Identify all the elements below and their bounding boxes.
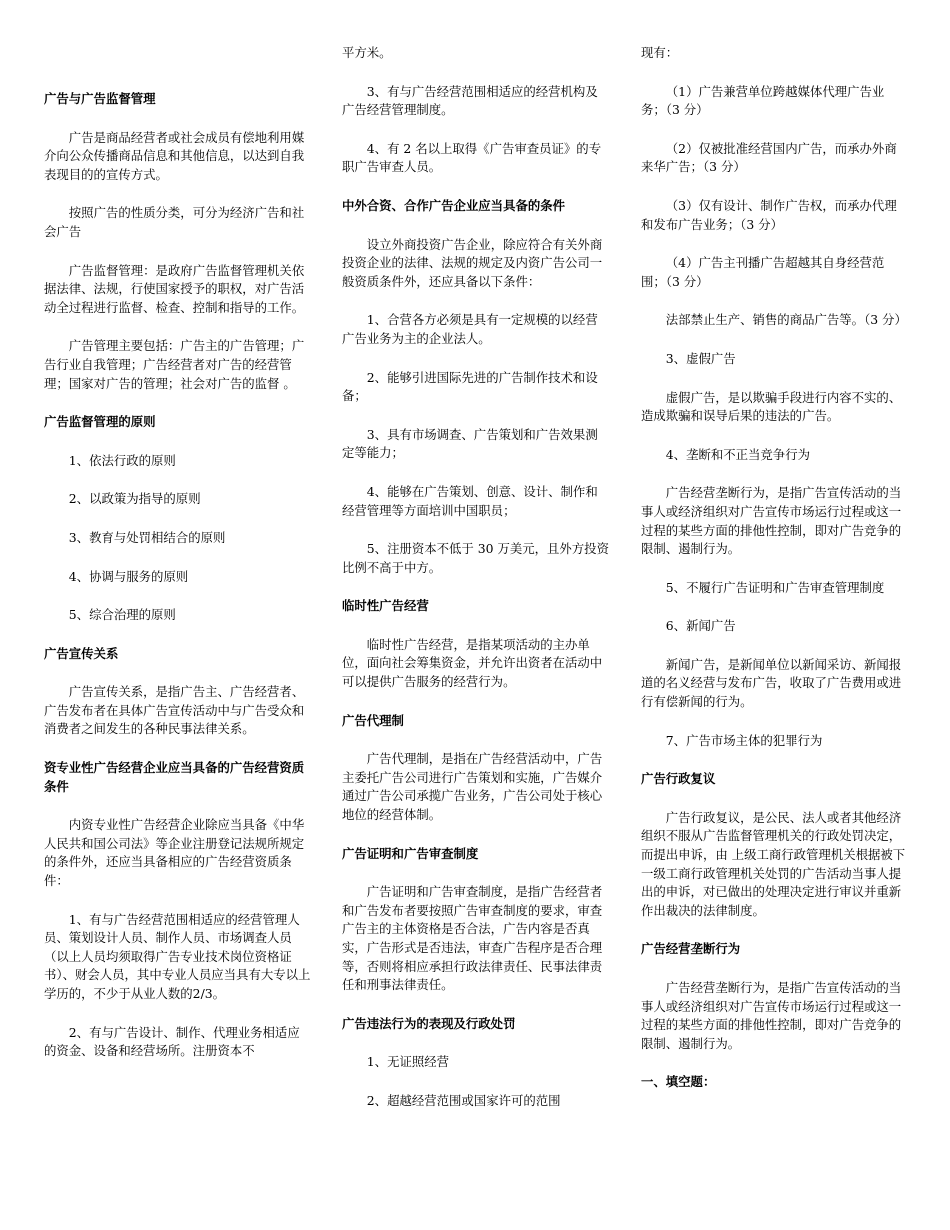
paragraph-sub-item-1: （1）广告兼营单位跨越媒体代理广告业务；（3 分）	[641, 83, 885, 118]
paragraph-monopoly-title: 4、垄断和不正当竞争行为	[665, 446, 810, 462]
paragraph-foreign-condition-2: 2、能够引进国际先进的广告制作技术和设备；	[342, 369, 598, 404]
paragraph-foreign-condition-1: 1、合营各方必须是具有一定规模的以经营广告业务为主的企业法人。	[342, 312, 598, 346]
paragraph-illegal-act-2: 2、超越经营范围或国家许可的范围	[366, 1092, 561, 1108]
paragraph-ad-classification: 按照广告的性质分类，可分为经济广告和社会广告	[44, 205, 305, 239]
heading-domestic-conditions: 资专业性广告经营企业应当具备的广告经营资质条件	[44, 760, 305, 794]
paragraph-continuation: 现有：	[641, 45, 679, 60]
paragraph-continuation: 平方米。	[342, 45, 392, 60]
list-item-principle: 1、依法行政的原则	[68, 452, 176, 468]
paragraph-illegal-act-1: 1、无证照经营	[366, 1054, 450, 1070]
paragraph-certification-system: 广告证明和广告审查制度，是指广告经营者和广告发布者要按照广告审查制度的要求，审查广告主的主体资格是否合法，广告内容是否真实，广告形式是否违法，审查广告程序是否合理等，否则将相应承担行政法律责任、民事法律责任和刑事法律责任。	[342, 884, 603, 993]
paragraph-domestic-intro: 内资专业性广告经营企业除应当具备《中华人民共和国公司法》等企业注册登记法规所规定的条件外，还应当具备相应的广告经营资质条件：	[44, 817, 305, 889]
heading-relations: 广告宣传关系	[44, 645, 119, 661]
paragraph-foreign-condition-4: 4、能够在广告策划、创意、设计、制作和经营管理等方面培训中国职员；	[342, 483, 598, 518]
paragraph-foreign-condition-5: 5、注册资本不低于 30 万美元，且外方投资比例不高于中方。	[342, 541, 609, 575]
paragraph-foreign-intro: 设立外商投资广告企业，除应符合有关外商投资企业的法律、法规的规定及内资广告公司一般资质条件外，还应具备以下条件：	[342, 236, 603, 289]
column-right	[641, 44, 909, 1092]
paragraph-temporary-business: 临时性广告经营，是指某项活动的主办单位，面向社会筹集资金，并允许出资者在活动中可以提供广告服务的经营行为。	[342, 636, 603, 690]
paragraph-domestic-condition-1: 1、有与广告经营范围相适应的经营管理人员、策划设计人员、制作人员、市场调查人员（以上人员均须取得广告专业技术岗位资格证书）、财会人员，其中专业人员应当具有大专以上学历的，不少于从业人数的2/3。	[44, 911, 311, 1001]
heading-fill-in-blanks: 一、填空题：	[641, 1074, 716, 1090]
paragraph-monopoly-definition: 广告经营垄断行为，是指广告宣传活动的当事人或经济组织对广告宣传市场运行过程或这一过程的某些方面的排他性控制，即对广告竞争的限制、遏制行为。	[641, 485, 902, 557]
heading-principles: 广告监督管理的原则	[44, 414, 156, 430]
paragraph-nonperformance-title: 5、不履行广告证明和广告审查管理制度	[665, 579, 885, 595]
paragraph-supervision-definition: 广告监督管理：是政府广告监督管理机关依据法律、法规，行使国家授予的职权，对广告活动全过程进行监督、检查、控制和指导的工作。	[44, 262, 305, 315]
paragraph-false-ad-title: 3、虚假广告	[665, 350, 736, 366]
heading-agency-system: 广告代理制	[342, 712, 404, 728]
paragraph-agency-system: 广告代理制，是指在广告经营活动中，广告主委托广告公司进行广告策划和实施，广告媒介通过广告公司承揽广告业务，广告公司处于核心地位的经营体制。	[342, 751, 603, 823]
paragraph-ad-definition: 广告是商品经营者或社会成员有偿地利用媒介向公众传播商品信息和其他信息，以达到自我表现目的的宣传方式。	[44, 129, 305, 182]
heading-ad-supervision: 广告与广告监督管理	[44, 91, 156, 106]
paragraph-management-content: 广告管理主要包括：广告主的广告管理；广告行业自我管理；广告经营者对广告的经营管理；国家对广告的管理；社会对广告的监督 。	[44, 338, 305, 391]
paragraph-administrative-review: 广告行政复议，是公民、法人或者其他经济组织不服从广告监督管理机关的行政处罚决定，而提出申诉，由 上级工商行政管理机关根据被下一级工商行政管理机关处罚的广告活动当事人提出的申诉，对已做出的处理决定进行审议并重新作出裁决的法律制度。	[641, 809, 906, 918]
heading-administrative-review: 广告行政复议	[641, 771, 716, 787]
paragraph-domestic-condition-2: 2、有与广告设计、制作、代理业务相适应的资金、设备和经营场所。注册资本不	[44, 1024, 300, 1059]
paragraph-monopoly-behavior: 广告经营垄断行为，是指广告宣传活动的当事人或经济组织对广告宣传市场运行过程或这一过程的某些方面的排他性控制，即对广告竞争的限制、遏制行为。	[641, 980, 902, 1051]
paragraph-sub-item-2: （2）仅被批准经营国内广告，而承办外商来华广告；（3 分）	[641, 140, 897, 175]
heading-temporary-business: 临时性广告经营	[342, 598, 429, 614]
column-left	[44, 90, 312, 1061]
heading-illegal-acts: 广告违法行为的表现及行政处罚	[342, 1015, 516, 1031]
paragraph-domestic-condition-4: 4、有 2 名以上取得《广告审查员证》的专职广告审查人员。	[342, 140, 602, 175]
paragraph-crime-title: 7、广告市场主体的犯罪行为	[665, 732, 823, 748]
paragraph-sub-item-3: （3）仅有设计、制作广告权，而承办代理和发布广告业务；（3 分）	[641, 197, 897, 232]
paragraph-banned-products: 法部禁止生产、销售的商品广告等。（3 分）	[665, 312, 907, 328]
paragraph-relations: 广告宣传关系，是指广告主、广告经营者、广告发布者在具体广告宣传活动中与广告受众和消费者之间发生的各种民事法律关系。	[44, 684, 305, 737]
paragraph-news-ad-title: 6、新闻广告	[665, 618, 736, 634]
paragraph-news-ad-definition: 新闻广告，是新闻单位以新闻采访、新闻报道的名义经营与发布广告，收取了广告费用或进行有偿新闻的行为。	[641, 656, 902, 710]
column-middle	[342, 44, 610, 1111]
paragraph-domestic-condition-3: 3、有与广告经营范围相适应的经营机构及广告经营管理制度。	[342, 83, 598, 118]
heading-certification-system: 广告证明和广告审查制度	[342, 845, 479, 861]
list-item-principle: 2、以政策为指导的原则	[68, 491, 201, 507]
heading-monopoly-behavior: 广告经营垄断行为	[641, 941, 741, 957]
heading-foreign-conditions: 中外合资、合作广告企业应当具备的条件	[342, 197, 566, 213]
list-item-principle: 5、综合治理的原则	[68, 607, 176, 623]
list-item-principle: 4、协调与服务的原则	[68, 568, 189, 584]
list-item-principle: 3、教育与处罚相结合的原则	[68, 529, 226, 545]
paragraph-false-ad-definition: 虚假广告，是以欺骗手段进行内容不实的、造成欺骗和误导后果的违法的广告。	[641, 389, 902, 424]
paragraph-foreign-condition-3: 3、具有市场调查、广告策划和广告效果测定等能力；	[342, 426, 598, 461]
paragraph-sub-item-4: （4）广告主刊播广告超越其自身经营范围；（3 分）	[641, 255, 885, 289]
